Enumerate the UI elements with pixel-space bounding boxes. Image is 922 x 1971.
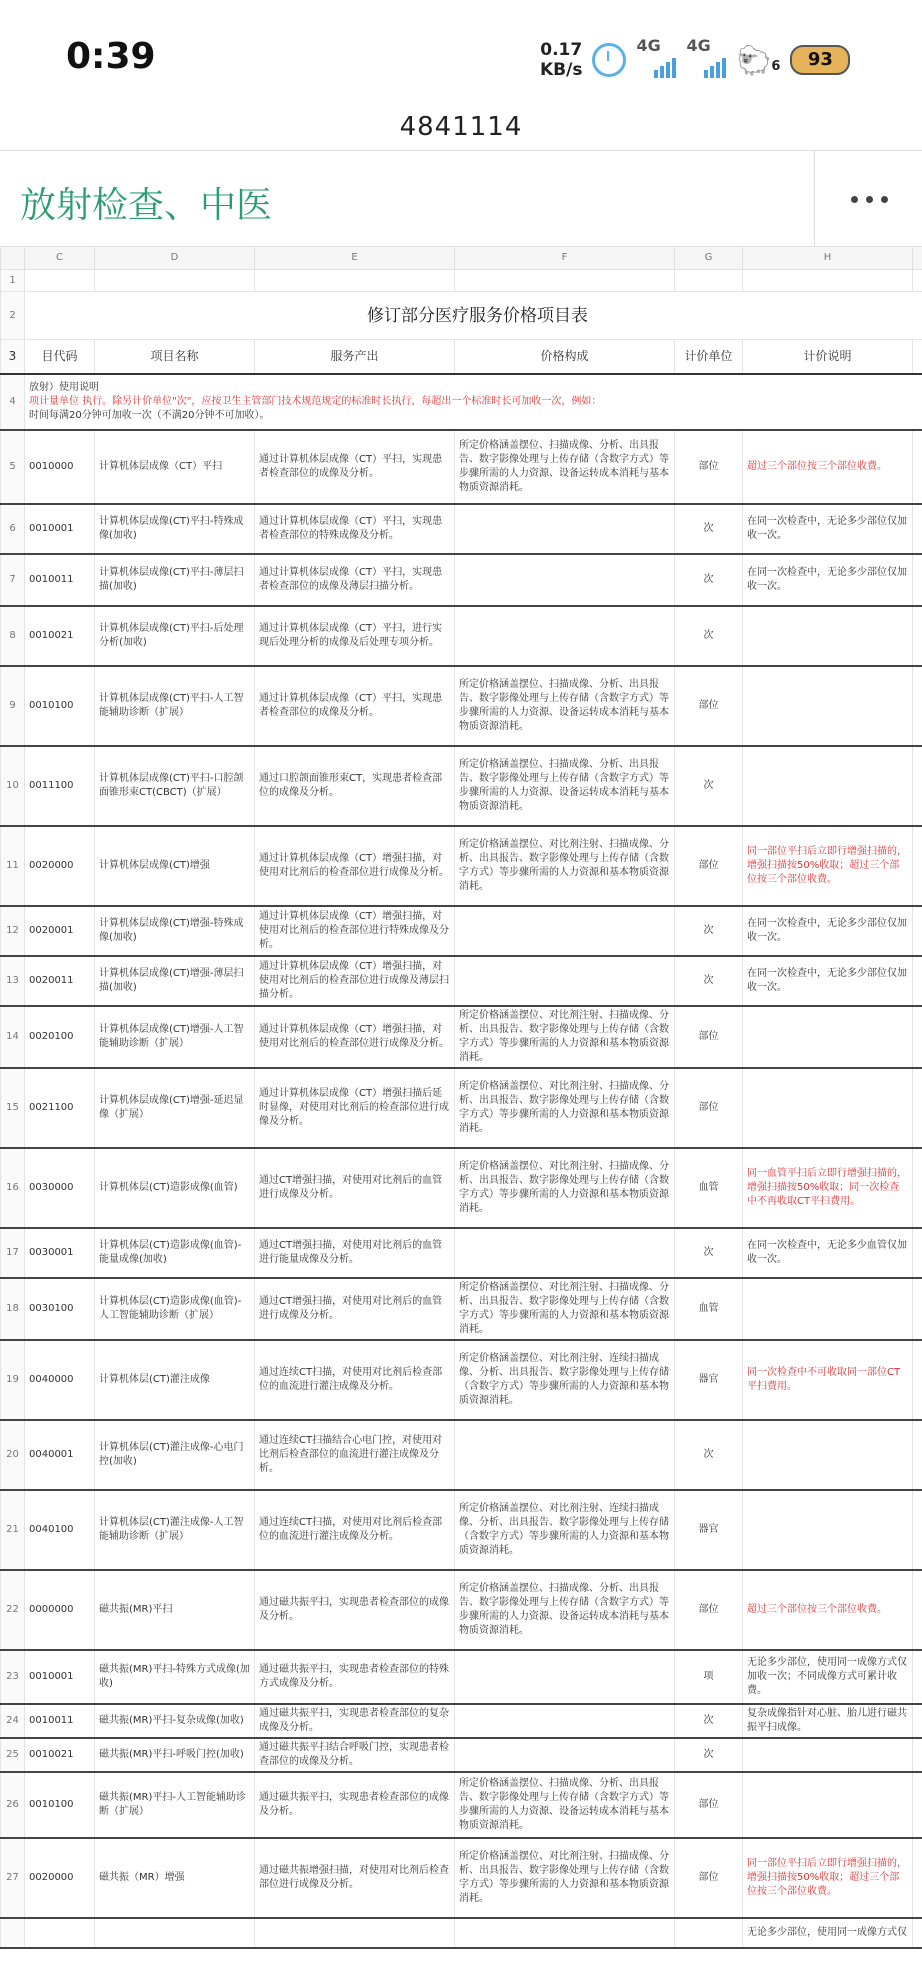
cell-price[interactable] <box>455 554 675 606</box>
header-output[interactable]: 服务产出 <box>255 340 455 374</box>
cell-output[interactable]: 通过计算机体层成像（CT）增强扫描，对使用对比剂后的检查部位进行成像及分析。 <box>255 826 455 906</box>
cell-code[interactable]: 0040000 <box>25 1340 95 1420</box>
cell-name[interactable]: 计算机体层成像(CT)平扫-口腔颌面锥形束CT(CBCT)（扩展） <box>95 746 255 826</box>
cell-output[interactable]: 通过计算机体层成像（CT）平扫，实现患者检查部位的成像及薄层扫描分析。 <box>255 554 455 606</box>
cell-code[interactable]: 0030000 <box>25 1148 95 1228</box>
cell-empty[interactable] <box>913 1340 922 1420</box>
cell-code[interactable]: 0020001 <box>25 906 95 956</box>
cell-desc[interactable]: 在同一次检查中，无论多少血管仅加收一次。 <box>743 1228 913 1278</box>
spreadsheet[interactable] <box>0 246 922 1971</box>
cell-price[interactable]: 所定价格涵盖摆位、对比剂注射、扫描成像、分析、出具报告、数字影像处理与上传存储（含数字方式）等步骤所需的人力资源和基本物质资源消耗。 <box>455 1068 675 1148</box>
cell-output[interactable]: 通过计算机体层成像（CT）平扫，实现患者检查部位的成像及分析。 <box>255 430 455 504</box>
cell-empty[interactable] <box>913 1490 922 1570</box>
row-number[interactable]: 11 <box>1 826 25 906</box>
cell-unit[interactable]: 部位 <box>675 1068 743 1148</box>
table-title[interactable]: 修订部分医疗服务价格项目表 <box>25 292 922 340</box>
cell-unit[interactable]: 次 <box>675 1704 743 1738</box>
cell-unit[interactable]: 器官 <box>675 1490 743 1570</box>
row-number[interactable]: 6 <box>1 504 25 554</box>
cell-unit[interactable]: 次 <box>675 746 743 826</box>
cell-price[interactable] <box>455 956 675 1006</box>
cell-empty[interactable] <box>913 1772 922 1838</box>
cell-code[interactable]: 0010011 <box>25 554 95 606</box>
cell-code[interactable]: 0020100 <box>25 1006 95 1068</box>
cell-desc[interactable]: 在同一次检查中，无论多少部位仅加收一次。 <box>743 956 913 1006</box>
cell-name[interactable]: 计算机体层(CT)灌注成像-人工智能辅助诊断（扩展） <box>95 1490 255 1570</box>
table-row <box>1 666 922 746</box>
cell-desc[interactable]: 超过三个部位按三个部位收费。 <box>743 430 913 504</box>
cell-code[interactable] <box>25 1918 95 1948</box>
cell-price[interactable] <box>455 1228 675 1278</box>
table-row <box>1 1738 922 1772</box>
cell-unit[interactable]: 次 <box>675 1228 743 1278</box>
cell-output[interactable]: 通过计算机体层成像（CT）平扫，进行实现后处理分析的成像及后处理专项分析。 <box>255 606 455 666</box>
table-row <box>1 1006 922 1068</box>
cell-desc[interactable]: 无论多少部位，使用同一成像方式仅加收一次；不同成像方式可累计收费。 <box>743 1650 913 1704</box>
row-number[interactable]: 20 <box>1 1420 25 1490</box>
status-bar <box>0 0 922 112</box>
dot-icon <box>881 196 888 203</box>
table-row: 1 <box>1 270 922 292</box>
cell-name[interactable]: 计算机体层成像(CT)平扫-后处理分析(加收) <box>95 606 255 666</box>
cell-name[interactable]: 计算机体层成像(CT)增强 <box>95 826 255 906</box>
cell-output[interactable]: 通过口腔颌面锥形束CT，实现患者检查部位的成像及分析。 <box>255 746 455 826</box>
wifi-mascot-icon: 🐑6 <box>736 43 781 77</box>
cell-unit[interactable]: 部位 <box>675 1838 743 1918</box>
cell-desc[interactable]: 同一部位平扫后立即行增强扫描的，增强扫描按50%收取；超过三个部位按三个部位收费。 <box>743 1838 913 1918</box>
row-number[interactable]: 24 <box>1 1704 25 1738</box>
cell-unit[interactable]: 部位 <box>675 1006 743 1068</box>
table-row <box>1 1838 922 1918</box>
cell-empty[interactable] <box>913 956 922 1006</box>
cell-price[interactable]: 所定价格涵盖摆位、扫描成像、分析、出具报告、数字影像处理与上传存储（含数字方式）等步骤所需的人力资源、设备运转成本消耗与基本物质资源消耗。 <box>455 1570 675 1650</box>
page-subtitle: 4841114 <box>399 112 523 142</box>
col-header[interactable]: G <box>675 247 743 270</box>
cell-price[interactable]: 所定价格涵盖摆位、对比剂注射、扫描成像、分析、出具报告、数字影像处理与上传存储（含数字方式）等步骤所需的人力资源和基本物质资源消耗。 <box>455 1148 675 1228</box>
row-number[interactable]: 5 <box>1 430 25 504</box>
cell-empty[interactable] <box>913 1838 922 1918</box>
row-number[interactable]: 26 <box>1 1772 25 1838</box>
cell-unit[interactable]: 次 <box>675 1420 743 1490</box>
table-row <box>1 1278 922 1340</box>
cell-price[interactable] <box>455 504 675 554</box>
cell-empty[interactable] <box>913 1148 922 1228</box>
row-number[interactable]: 25 <box>1 1738 25 1772</box>
cell-code[interactable]: 0040001 <box>25 1420 95 1490</box>
cell-price[interactable]: 所定价格涵盖摆位、对比剂注射、扫描成像、分析、出具报告、数字影像处理与上传存储（含数字方式）等步骤所需的人力资源和基本物质资源消耗。 <box>455 1838 675 1918</box>
table-row <box>1 956 922 1006</box>
cell-name[interactable]: 计算机体层成像(CT)平扫-薄层扫描(加收) <box>95 554 255 606</box>
cell-unit[interactable]: 次 <box>675 606 743 666</box>
signal-4g-icon: 4G <box>636 42 676 78</box>
cell-empty[interactable] <box>913 1650 922 1704</box>
table-row <box>1 1340 922 1420</box>
table-row <box>1 1650 922 1704</box>
alarm-icon <box>592 43 626 77</box>
cell-empty[interactable] <box>913 1420 922 1490</box>
cell-desc[interactable] <box>743 1420 913 1490</box>
cell-code[interactable]: 0011100 <box>25 746 95 826</box>
cell-empty[interactable] <box>913 430 922 504</box>
status-icons <box>540 36 850 84</box>
cell-unit[interactable]: 次 <box>675 1738 743 1772</box>
usage-note[interactable]: 放射）使用说明 项计量单位 执行。除另计价单位"次"，应按卫生主管部门技术规范规定的标准时长执行，每超出一个标准时长可加收一次，例如： 时间每满20分钟可加收一次（不满20分钟不可加收）。 <box>25 374 922 430</box>
cell-unit[interactable]: 部位 <box>675 430 743 504</box>
cell-empty[interactable] <box>913 1006 922 1068</box>
cell-code[interactable]: 0021100 <box>25 1068 95 1148</box>
dot-icon <box>851 196 858 203</box>
row-number[interactable]: 7 <box>1 554 25 606</box>
cell-price[interactable]: 所定价格涵盖摆位、对比剂注射、扫描成像、分析、出具报告、数字影像处理与上传存储（含数字方式）等步骤所需的人力资源和基本物质资源消耗。 <box>455 1006 675 1068</box>
cell-output[interactable]: 通过CT增强扫描，对使用对比剂后的血管进行能量成像及分析。 <box>255 1228 455 1278</box>
cell-name[interactable]: 磁共振(MR)平扫-复杂成像(加收) <box>95 1704 255 1738</box>
cell-unit[interactable] <box>675 1918 743 1948</box>
cell-output[interactable]: 通过计算机体层成像（CT）增强扫描，对使用对比剂后的检查部位进行成像及薄层扫描分析。 <box>255 956 455 1006</box>
row-number[interactable]: 27 <box>1 1838 25 1918</box>
cell-output[interactable]: 通过CT增强扫描，对使用对比剂后的血管进行成像及分析。 <box>255 1148 455 1228</box>
cell-name[interactable]: 磁共振(MR)平扫-呼吸门控(加收) <box>95 1738 255 1772</box>
cell-desc[interactable] <box>743 606 913 666</box>
cell-empty[interactable] <box>913 1918 922 1948</box>
cell-price[interactable]: 所定价格涵盖摆位、扫描成像、分析、出具报告、数字影像处理与上传存储（含数字方式）等步骤所需的人力资源、设备运转成本消耗与基本物质资源消耗。 <box>455 746 675 826</box>
cell-desc[interactable] <box>743 1278 913 1340</box>
cell-name[interactable]: 计算机体层(CT)造影成像(血管) <box>95 1148 255 1228</box>
table-row <box>1 826 922 906</box>
cell-name[interactable]: 计算机体层(CT)灌注成像-心电门控(加收) <box>95 1420 255 1490</box>
cell-output[interactable] <box>255 1918 455 1948</box>
cell-output[interactable]: 通过计算机体层成像（CT）增强扫描后延时显像，对使用对比剂后的检查部位进行成像及分析。 <box>255 1068 455 1148</box>
cell-desc[interactable]: 无论多少部位，使用同一成像方式仅 <box>743 1918 913 1948</box>
col-header[interactable]: E <box>255 247 455 270</box>
cell-code[interactable]: 0020000 <box>25 826 95 906</box>
cell-empty[interactable] <box>913 554 922 606</box>
cell-price[interactable] <box>455 1650 675 1704</box>
cell-name[interactable]: 计算机体层成像（CT）平扫 <box>95 430 255 504</box>
col-header[interactable]: D <box>95 247 255 270</box>
cell-unit[interactable]: 次 <box>675 956 743 1006</box>
table-row: 2 修订部分医疗服务价格项目表 <box>1 292 922 340</box>
header-code[interactable]: 目代码 <box>25 340 95 374</box>
cell-name[interactable]: 磁共振（MR）增强 <box>95 1838 255 1918</box>
cell-code[interactable]: 0010011 <box>25 1704 95 1738</box>
cell-price[interactable] <box>455 606 675 666</box>
table-row <box>1 1918 922 1948</box>
cell-empty[interactable] <box>913 606 922 666</box>
note-row: 4 放射）使用说明 项计量单位 执行。除另计价单位"次"，应按卫生主管部门技术规范规定的标准时长执行，每超出一个标准时长可加收一次，例如： 时间每满20分钟可加收一次（不满20分钟不可加收）。 <box>1 374 922 430</box>
cell-empty[interactable] <box>913 1068 922 1148</box>
cell-desc[interactable] <box>743 1738 913 1772</box>
cell-price[interactable]: 所定价格涵盖摆位、对比剂注射、连续扫描成像、分析、出具报告、数字影像处理与上传存储（含数字方式）等步骤所需的人力资源和基本物质资源消耗。 <box>455 1340 675 1420</box>
row-number[interactable]: 19 <box>1 1340 25 1420</box>
table-row <box>1 504 922 554</box>
col-header[interactable]: F <box>455 247 675 270</box>
cell-name[interactable]: 计算机体层成像(CT)平扫-人工智能辅助诊断（扩展） <box>95 666 255 746</box>
cell-unit[interactable]: 器官 <box>675 1340 743 1420</box>
cell-output[interactable]: 通过磁共振增强扫描，对使用对比剂后检查部位进行成像及分析。 <box>255 1838 455 1918</box>
cell-empty[interactable] <box>913 906 922 956</box>
cell-name[interactable]: 磁共振(MR)平扫 <box>95 1570 255 1650</box>
cell-code[interactable]: 0030001 <box>25 1228 95 1278</box>
clock: 0:39 <box>66 36 156 77</box>
cell-price[interactable] <box>455 1918 675 1948</box>
table-row <box>1 1704 922 1738</box>
table-header-row: 3 目代码 项目名称 服务产出 价格构成 计价单位 计价说明 <box>1 340 922 374</box>
table-row <box>1 1228 922 1278</box>
table-row <box>1 606 922 666</box>
cell-price[interactable] <box>455 906 675 956</box>
cell-desc[interactable] <box>743 1490 913 1570</box>
cell-code[interactable]: 0010100 <box>25 1772 95 1838</box>
cell-name[interactable]: 计算机体层(CT)灌注成像 <box>95 1340 255 1420</box>
table-row <box>1 1490 922 1570</box>
header-unit[interactable]: 计价单位 <box>675 340 743 374</box>
cell-price[interactable]: 所定价格涵盖摆位、对比剂注射、连续扫描成像、分析、出具报告、数字影像处理与上传存储（含数字方式）等步骤所需的人力资源和基本物质资源消耗。 <box>455 1490 675 1570</box>
signal-4g-icon-2: 4G <box>686 42 726 78</box>
document-title: 放射检查、中医 <box>20 185 273 226</box>
cell-unit[interactable]: 血管 <box>675 1278 743 1340</box>
battery-icon: 93 <box>790 45 850 75</box>
cell-desc[interactable] <box>743 1068 913 1148</box>
cell-price[interactable]: 所定价格涵盖摆位、扫描成像、分析、出具报告、数字影像处理与上传存储（含数字方式）等步骤所需的人力资源、设备运转成本消耗与基本物质资源消耗。 <box>455 666 675 746</box>
cell-unit[interactable]: 次 <box>675 906 743 956</box>
table-row <box>1 746 922 826</box>
row-number[interactable]: 10 <box>1 746 25 826</box>
cell-output[interactable]: 通过连续CT扫描，对使用对比剂后检查部位的血流进行灌注成像及分析。 <box>255 1340 455 1420</box>
cell-output[interactable]: 通过连续CT扫描结合心电门控，对使用对比剂后检查部位的血流进行灌注成像及分析。 <box>255 1420 455 1490</box>
cell-output[interactable]: 通过CT增强扫描，对使用对比剂后的血管进行成像及分析。 <box>255 1278 455 1340</box>
col-header[interactable]: H <box>743 247 913 270</box>
row-number[interactable]: 22 <box>1 1570 25 1650</box>
header-desc[interactable]: 计价说明 <box>743 340 913 374</box>
cell-output[interactable]: 通过磁共振平扫，实现患者检查部位的特殊方式成像及分析。 <box>255 1650 455 1704</box>
cell-unit[interactable]: 项 <box>675 1650 743 1704</box>
cell-name[interactable]: 磁共振(MR)平扫-人工智能辅助诊断（扩展） <box>95 1772 255 1838</box>
cell-empty[interactable] <box>913 504 922 554</box>
row-number[interactable]: 15 <box>1 1068 25 1148</box>
cell-desc[interactable]: 在同一次检查中，无论多少部位仅加收一次。 <box>743 554 913 606</box>
cell-name[interactable]: 计算机体层成像(CT)增强-薄层扫描(加收) <box>95 956 255 1006</box>
table-row <box>1 554 922 606</box>
cell-code[interactable]: 0030100 <box>25 1278 95 1340</box>
cell-empty[interactable] <box>913 826 922 906</box>
cell-desc[interactable]: 在同一次检查中，无论多少部位仅加收一次。 <box>743 504 913 554</box>
cell-name[interactable]: 计算机体层成像(CT)增强-人工智能辅助诊断（扩展） <box>95 1006 255 1068</box>
row-number[interactable]: 16 <box>1 1148 25 1228</box>
cell-code[interactable]: 0010021 <box>25 606 95 666</box>
table-row <box>1 430 922 504</box>
dot-icon <box>866 196 873 203</box>
cell-price[interactable] <box>455 1738 675 1772</box>
cell-desc[interactable]: 复杂成像指针对心脏、胎儿进行磁共振平扫成像。 <box>743 1704 913 1738</box>
row-number[interactable]: 23 <box>1 1650 25 1704</box>
more-menu-button[interactable] <box>814 151 922 247</box>
table-row <box>1 1420 922 1490</box>
header-name[interactable]: 项目名称 <box>95 340 255 374</box>
cell-output[interactable]: 通过磁共振平扫，实现患者检查部位的复杂成像及分析。 <box>255 1704 455 1738</box>
cell-empty[interactable] <box>913 746 922 826</box>
cell-name[interactable]: 计算机体层成像(CT)增强-特殊成像(加收) <box>95 906 255 956</box>
row-number[interactable]: 12 <box>1 906 25 956</box>
cell-empty[interactable] <box>913 666 922 746</box>
cell-price[interactable]: 所定价格涵盖摆位、扫描成像、分析、出具报告、数字影像处理与上传存储（含数字方式）等步骤所需的人力资源、设备运转成本消耗与基本物质资源消耗。 <box>455 1772 675 1838</box>
cell-price[interactable]: 所定价格涵盖摆位、对比剂注射、扫描成像、分析、出具报告、数字影像处理与上传存储（含数字方式）等步骤所需的人力资源和基本物质资源消耗。 <box>455 1278 675 1340</box>
cell-output[interactable]: 通过磁共振平扫，实现患者检查部位的成像及分析。 <box>255 1772 455 1838</box>
cell-code[interactable]: 0020000 <box>25 1838 95 1918</box>
cell-name[interactable]: 磁共振(MR)平扫-特殊方式成像(加收) <box>95 1650 255 1704</box>
cell-code[interactable]: 0010001 <box>25 1650 95 1704</box>
column-letters <box>1 247 922 270</box>
cell-desc[interactable]: 超过三个部位按三个部位收费。 <box>743 1570 913 1650</box>
cell-price[interactable] <box>455 1704 675 1738</box>
cell-name[interactable]: 计算机体层成像(CT)平扫-特殊成像(加收) <box>95 504 255 554</box>
cell-desc[interactable]: 同一次检查中不可收取同一部位CT平扫费用。 <box>743 1340 913 1420</box>
cell-name[interactable] <box>95 1918 255 1948</box>
network-speed: 0.17 KB/s <box>540 40 583 80</box>
cell-output[interactable]: 通过计算机体层成像（CT）增强扫描，对使用对比剂后的检查部位进行成像及分析。 <box>255 1006 455 1068</box>
table-row <box>1 1772 922 1838</box>
cell-name[interactable]: 计算机体层(CT)造影成像(血管)-人工智能辅助诊断（扩展） <box>95 1278 255 1340</box>
cell-desc[interactable] <box>743 1006 913 1068</box>
row-number[interactable]: 21 <box>1 1490 25 1570</box>
cell-empty[interactable] <box>913 1738 922 1772</box>
cell-code[interactable]: 0020011 <box>25 956 95 1006</box>
cell-code[interactable]: 0010100 <box>25 666 95 746</box>
header-price[interactable]: 价格构成 <box>455 340 675 374</box>
col-header[interactable]: C <box>25 247 95 270</box>
price-table <box>0 246 922 1949</box>
cell-code[interactable]: 0010001 <box>25 504 95 554</box>
row-number[interactable]: 14 <box>1 1006 25 1068</box>
cell-name[interactable]: 计算机体层(CT)造影成像(血管)-能量成像(加收) <box>95 1228 255 1278</box>
cell-desc[interactable]: 同一部位平扫后立即行增强扫描的，增强扫描按50%收取；超过三个部位按三个部位收费。 <box>743 826 913 906</box>
cell-unit[interactable]: 部位 <box>675 666 743 746</box>
cell-desc[interactable] <box>743 1772 913 1838</box>
cell-output[interactable]: 通过连续CT扫描，对使用对比剂后检查部位的血流进行灌注成像及分析。 <box>255 1490 455 1570</box>
cell-unit[interactable]: 血管 <box>675 1148 743 1228</box>
cell-code[interactable]: 0040100 <box>25 1490 95 1570</box>
cell-empty[interactable] <box>913 1570 922 1650</box>
cell-unit[interactable]: 部位 <box>675 1570 743 1650</box>
cell-desc[interactable] <box>743 666 913 746</box>
cell-name[interactable]: 计算机体层成像(CT)增强-延迟显像（扩展） <box>95 1068 255 1148</box>
row-number[interactable]: 13 <box>1 956 25 1006</box>
cell-unit[interactable]: 次 <box>675 554 743 606</box>
cell-output[interactable]: 通过计算机体层成像（CT）增强扫描，对使用对比剂后的检查部位进行特殊成像及分析。 <box>255 906 455 956</box>
cell-output[interactable]: 通过计算机体层成像（CT）平扫，实现患者检查部位的特殊成像及分析。 <box>255 504 455 554</box>
cell-code[interactable]: 0000000 <box>25 1570 95 1650</box>
table-row <box>1 1068 922 1148</box>
row-number[interactable]: 17 <box>1 1228 25 1278</box>
row-number[interactable]: 18 <box>1 1278 25 1340</box>
cell-output[interactable]: 通过磁共振平扫，实现患者检查部位的成像及分析。 <box>255 1570 455 1650</box>
table-row <box>1 1148 922 1228</box>
cell-empty[interactable] <box>913 1278 922 1340</box>
cell-empty[interactable] <box>913 1228 922 1278</box>
cell-unit[interactable]: 部位 <box>675 1772 743 1838</box>
row-number[interactable] <box>1 1918 25 1948</box>
row-number[interactable]: 9 <box>1 666 25 746</box>
cell-desc[interactable] <box>743 746 913 826</box>
cell-output[interactable]: 通过计算机体层成像（CT）平扫，实现患者检查部位的成像及分析。 <box>255 666 455 746</box>
cell-unit[interactable]: 部位 <box>675 826 743 906</box>
table-row <box>1 1570 922 1650</box>
table-row <box>1 906 922 956</box>
cell-desc[interactable]: 同一血管平扫后立即行增强扫描的，增强扫描按50%收取；同一次检查中不再收取CT平扫费用。 <box>743 1148 913 1228</box>
cell-output[interactable]: 通过磁共振平扫结合呼吸门控，实现患者检查部位的成像及分析。 <box>255 1738 455 1772</box>
cell-code[interactable]: 0010021 <box>25 1738 95 1772</box>
cell-unit[interactable]: 次 <box>675 504 743 554</box>
row-number[interactable]: 8 <box>1 606 25 666</box>
document-header <box>0 150 922 248</box>
cell-empty[interactable] <box>913 1704 922 1738</box>
cell-price[interactable] <box>455 1420 675 1490</box>
cell-code[interactable]: 0010000 <box>25 430 95 504</box>
cell-price[interactable]: 所定价格涵盖摆位、扫描成像、分析、出具报告、数字影像处理与上传存储（含数字方式）等步骤所需的人力资源、设备运转成本消耗与基本物质资源消耗。 <box>455 430 675 504</box>
cell-desc[interactable]: 在同一次检查中，无论多少部位仅加收一次。 <box>743 906 913 956</box>
cell-price[interactable]: 所定价格涵盖摆位、对比剂注射、扫描成像、分析、出具报告、数字影像处理与上传存储（含数字方式）等步骤所需的人力资源和基本物质资源消耗。 <box>455 826 675 906</box>
